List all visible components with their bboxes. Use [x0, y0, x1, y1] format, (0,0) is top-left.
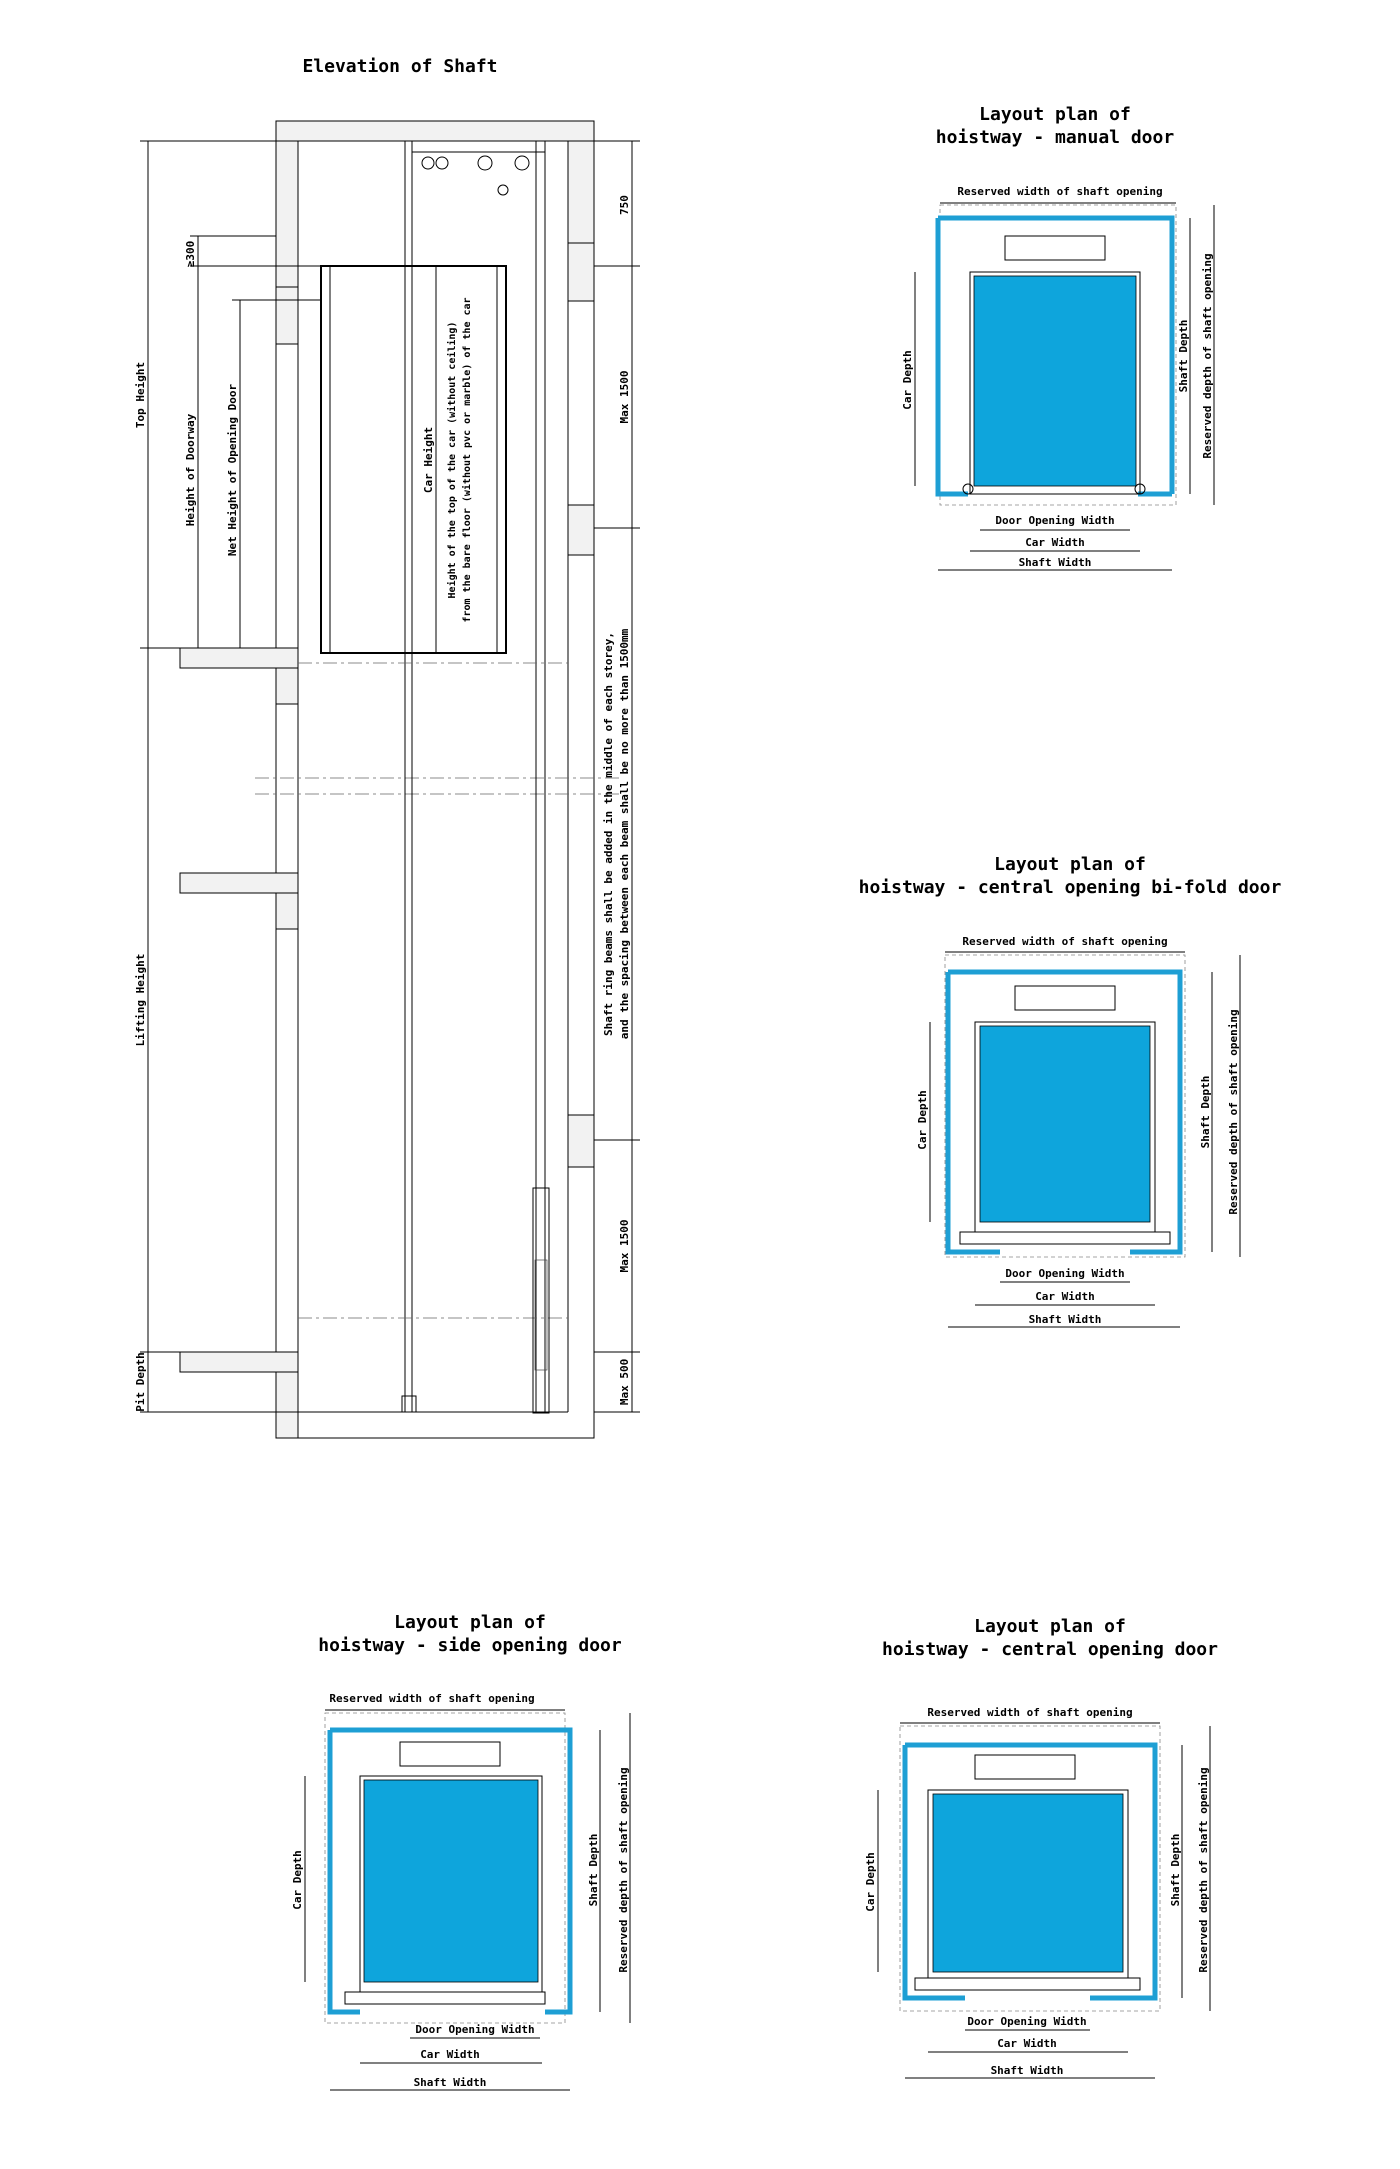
- landing-slab-1: [180, 648, 298, 668]
- shaft-depth-label: Shaft Depth: [1199, 1075, 1212, 1149]
- left-wall-upper: [276, 141, 298, 287]
- reserved-width-label: Reserved width of shaft opening: [329, 1692, 535, 1705]
- reserved-width-label: Reserved width of shaft opening: [927, 1706, 1133, 1719]
- ring-beam-3: [568, 1115, 594, 1167]
- plan-manual-door: [901, 104, 1214, 570]
- left-wall-lower: [276, 287, 298, 344]
- counterweight-frame: [1015, 986, 1115, 1010]
- car-floor: [974, 276, 1136, 486]
- door-opening-width-label: Door Opening Width: [415, 2023, 535, 2036]
- car-floor: [980, 1026, 1150, 1222]
- reserved-depth-label: Reserved depth of shaft opening: [1201, 253, 1214, 459]
- plan-bifold-door: [859, 854, 1282, 1327]
- car-floor: [364, 1780, 538, 1982]
- plan-title-line2: hoistway - central opening door: [882, 1639, 1218, 1660]
- ring-beam-note-2: and the spacing between each beam shall be no more than 1500mm: [618, 628, 631, 1040]
- car-floor: [933, 1794, 1123, 1972]
- right-wall-top: [568, 141, 594, 243]
- shaft-depth-label: Shaft Depth: [587, 1833, 600, 1907]
- car-width-label: Car Width: [1035, 1290, 1095, 1303]
- shaft-width-label: Shaft Width: [990, 2064, 1064, 2077]
- car-depth-label: Car Depth: [901, 350, 914, 410]
- shaft-width-label: Shaft Width: [1028, 1313, 1102, 1326]
- shaft-outline: [276, 121, 594, 1438]
- top-slab: [276, 121, 594, 141]
- car-note-2: from the bare floor (without pvc or marble) of the car: [462, 297, 473, 623]
- top-pulleys: [412, 152, 545, 195]
- landing-slab-pit: [180, 1352, 298, 1372]
- landing-slab-2: [180, 873, 298, 893]
- lifting-height-label: Lifting Height: [134, 953, 147, 1047]
- shaft-depth-label: Shaft Depth: [1169, 1833, 1182, 1907]
- plan-title-line1: Layout plan of: [974, 1616, 1126, 1637]
- shaft-depth-label: Shaft Depth: [1177, 319, 1190, 393]
- plan-title-line1: Layout plan of: [394, 1612, 546, 1633]
- plan-title-line1: Layout plan of: [994, 854, 1146, 875]
- counterweight: [533, 1188, 549, 1413]
- car-depth-label: Car Depth: [916, 1090, 929, 1150]
- height-of-doorway-label: Height of Doorway: [184, 413, 197, 527]
- door-opening-width-label: Door Opening Width: [1005, 1267, 1125, 1280]
- car-depth-label: Car Depth: [864, 1852, 877, 1912]
- car-width-label: Car Width: [420, 2048, 480, 2061]
- reserved-depth-label: Reserved depth of shaft opening: [1227, 1009, 1240, 1215]
- net-height-door-label: Net Height of Opening Door: [226, 383, 239, 557]
- elevation-title: Elevation of Shaft: [302, 56, 498, 77]
- dim-max-1500-top: Max 1500: [618, 370, 631, 424]
- counterweight-frame: [975, 1755, 1075, 1779]
- car-height-label: Car Height: [422, 426, 435, 494]
- car-note-1: Height of the top of the car (without ceiling): [447, 321, 458, 599]
- min-300-label: ≥300: [184, 240, 197, 268]
- shaft-width-label: Shaft Width: [413, 2076, 487, 2089]
- dim-max-500: Max 500: [618, 1358, 631, 1406]
- elevator-car: [321, 266, 506, 653]
- shaft-elevation: [134, 56, 640, 1438]
- counterweight-frame: [400, 1742, 500, 1766]
- plan-title-line2: hoistway - side opening door: [318, 1635, 622, 1656]
- ring-beam-note-1: Shaft ring beams shall be added in the middle of each storey,: [602, 632, 615, 1036]
- ring-beam-1: [568, 243, 594, 301]
- counterweight-frame: [1005, 236, 1105, 260]
- shaft-width-label: Shaft Width: [1018, 556, 1092, 569]
- dim-max-1500-bottom: Max 1500: [618, 1219, 631, 1273]
- door-opening-width-label: Door Opening Width: [967, 2015, 1087, 2028]
- plan-title-line2: hoistway - manual door: [935, 127, 1175, 148]
- reserved-depth-label: Reserved depth of shaft opening: [1197, 1767, 1210, 1973]
- plan-title-line2: hoistway - central opening bi-fold door: [858, 877, 1282, 898]
- pit-depth-label: Pit Depth: [134, 1352, 147, 1412]
- plan-central-opening-door: [864, 1616, 1218, 2078]
- car-width-label: Car Width: [997, 2037, 1057, 2050]
- pit-buffer: [402, 1396, 416, 1412]
- dim-750: 750: [618, 195, 631, 215]
- car-width-label: Car Width: [1025, 536, 1085, 549]
- ring-beam-2: [568, 505, 594, 555]
- door-opening-width-label: Door Opening Width: [995, 514, 1115, 527]
- reserved-depth-label: Reserved depth of shaft opening: [617, 1767, 630, 1973]
- reserved-width-label: Reserved width of shaft opening: [962, 935, 1168, 948]
- plan-title-line1: Layout plan of: [979, 104, 1131, 125]
- reserved-width-label: Reserved width of shaft opening: [957, 185, 1163, 198]
- plan-side-opening-door: [291, 1612, 630, 2090]
- car-depth-label: Car Depth: [291, 1850, 304, 1910]
- top-height-label: Top Height: [134, 361, 147, 429]
